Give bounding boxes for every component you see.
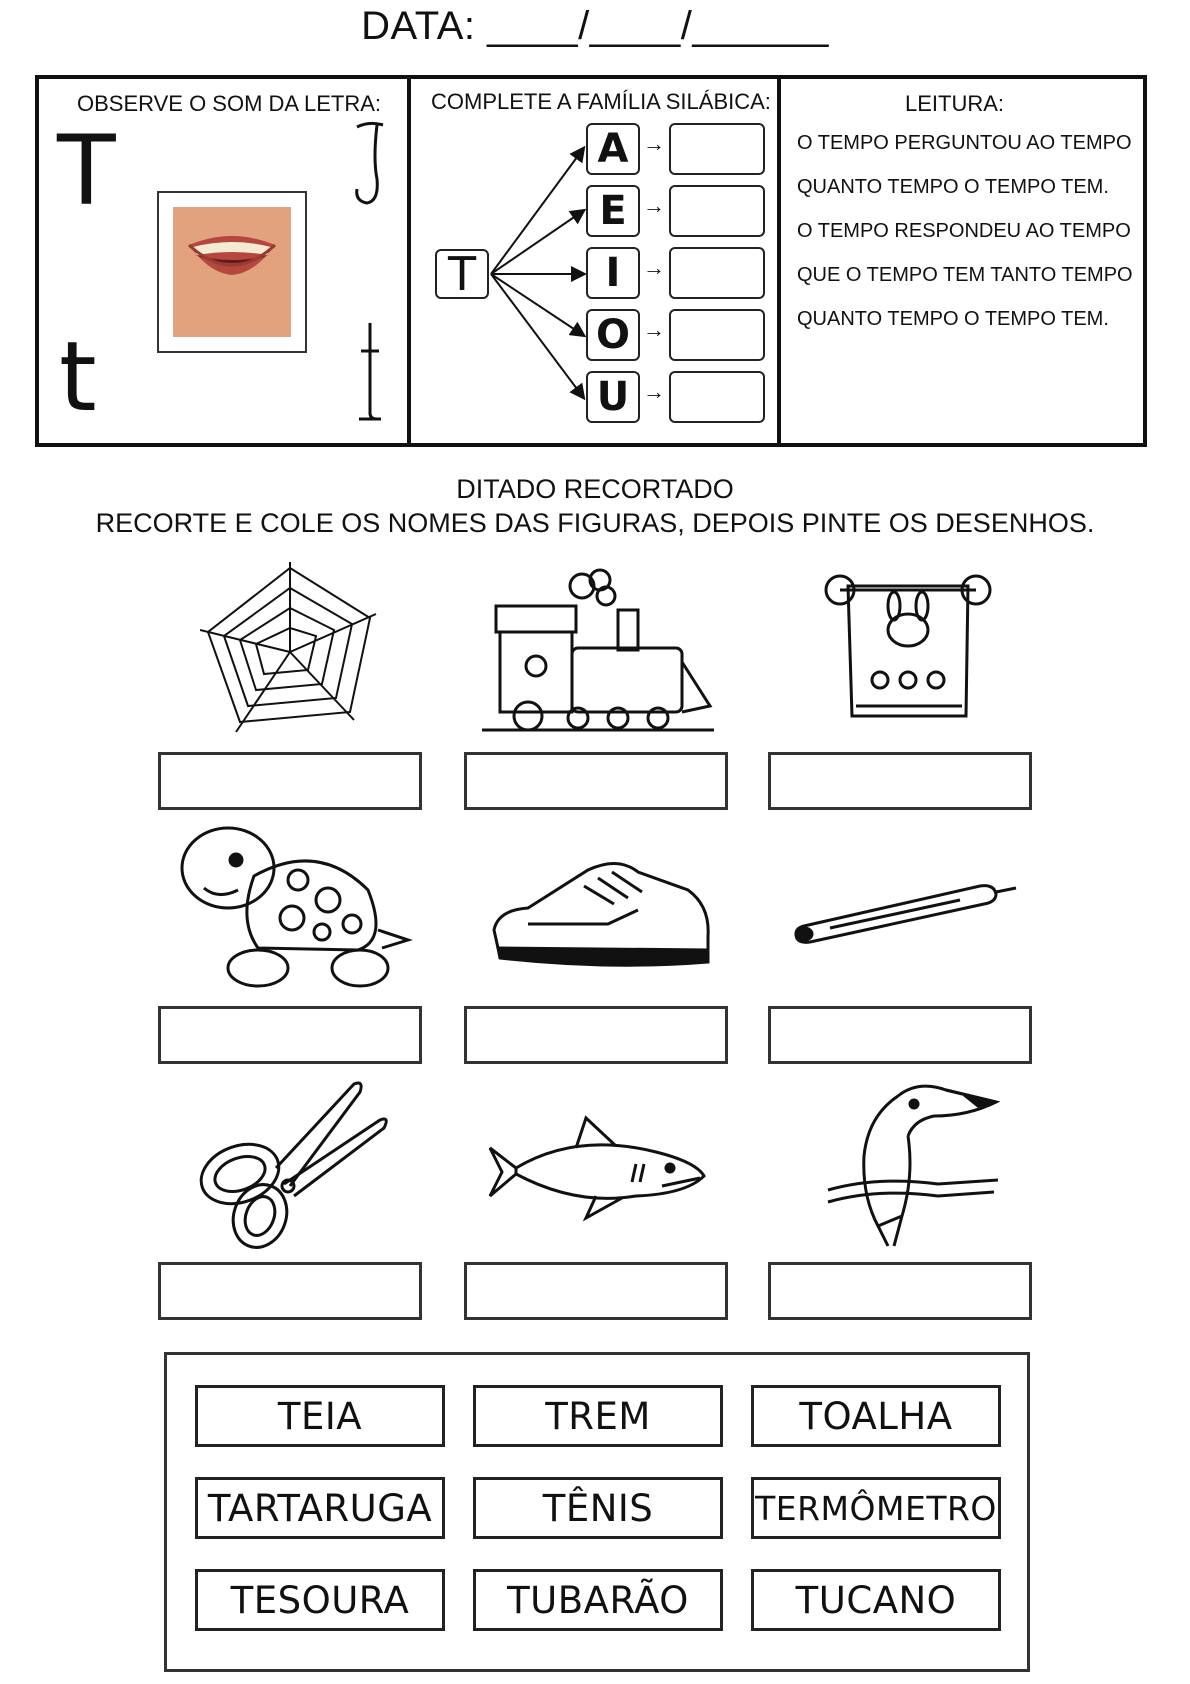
answer-box-4[interactable] bbox=[158, 1006, 422, 1064]
syllable-answer-box[interactable] bbox=[669, 123, 765, 175]
word-card[interactable]: TOALHA bbox=[751, 1385, 1001, 1447]
answer-box-5[interactable] bbox=[464, 1006, 728, 1064]
branch-arrows-icon bbox=[489, 119, 589, 419]
uppercase-cursive-letter-icon bbox=[351, 119, 391, 209]
reading-line: O TEMPO PERGUNTOU AO TEMPO bbox=[797, 132, 1132, 154]
answer-box-6[interactable] bbox=[768, 1006, 1032, 1064]
word-card[interactable]: TEIA bbox=[195, 1385, 445, 1447]
arrow-icon: → bbox=[643, 379, 665, 404]
vowel-box-e: E bbox=[586, 185, 640, 237]
panel-divider bbox=[777, 79, 781, 443]
word-bank bbox=[164, 1352, 1030, 1672]
spider-web-icon bbox=[200, 562, 380, 742]
word-card[interactable]: TESOURA bbox=[195, 1569, 445, 1631]
reading-heading: LEITURA: bbox=[905, 91, 1005, 116]
reading-line: O TEMPO RESPONDEU AO TEMPO bbox=[797, 220, 1131, 242]
arrow-icon: → bbox=[643, 131, 665, 156]
syllable-answer-box[interactable] bbox=[669, 309, 765, 361]
mouth-photo-frame bbox=[157, 191, 307, 353]
word-card[interactable]: TERMÔMETRO bbox=[751, 1477, 1001, 1539]
answer-box-3[interactable] bbox=[768, 752, 1032, 810]
syllable-answer-box[interactable] bbox=[669, 247, 765, 299]
lowercase-print-letter: t bbox=[59, 321, 97, 433]
lowercase-cursive-letter-icon bbox=[357, 319, 383, 424]
answer-box-2[interactable] bbox=[464, 752, 728, 810]
date-line: DATA: ____/____/______ bbox=[361, 4, 829, 48]
toucan-icon bbox=[818, 1076, 1008, 1256]
word-card[interactable]: TARTARUGA bbox=[195, 1477, 445, 1539]
vowel-box-a: A bbox=[586, 123, 640, 175]
arrow-icon: → bbox=[643, 255, 665, 280]
towel-icon bbox=[818, 568, 998, 738]
vowel-box-u: U bbox=[586, 371, 640, 423]
reading-line: QUE O TEMPO TEM TANTO TEMPO bbox=[797, 264, 1133, 286]
vowel-box-o: O bbox=[586, 309, 640, 361]
word-card[interactable]: TÊNIS bbox=[473, 1477, 723, 1539]
panel-divider bbox=[407, 79, 411, 443]
answer-box-8[interactable] bbox=[464, 1262, 728, 1320]
arrow-icon: → bbox=[643, 317, 665, 342]
syllable-answer-box[interactable] bbox=[669, 185, 765, 237]
reading-line: QUANTO TEMPO O TEMPO TEM. bbox=[797, 308, 1109, 330]
sound-heading: OBSERVE O SOM DA LETRA: bbox=[77, 91, 382, 116]
dictation-title: DITADO RECORTADO bbox=[456, 474, 734, 504]
answer-box-7[interactable] bbox=[158, 1262, 422, 1320]
word-card[interactable]: TUBARÃO bbox=[473, 1569, 723, 1631]
syllable-answer-box[interactable] bbox=[669, 371, 765, 423]
word-card[interactable]: TREM bbox=[473, 1385, 723, 1447]
letter-panels bbox=[35, 75, 1147, 447]
train-icon bbox=[478, 566, 718, 736]
word-card[interactable]: TUCANO bbox=[751, 1569, 1001, 1631]
thermometer-icon bbox=[790, 870, 1020, 950]
shark-icon bbox=[486, 1112, 716, 1222]
vowel-box-i: I bbox=[586, 247, 640, 299]
scissors-icon bbox=[194, 1076, 394, 1250]
smiling-mouth-icon bbox=[159, 193, 305, 351]
uppercase-print-letter: T bbox=[57, 115, 116, 227]
answer-box-9[interactable] bbox=[768, 1262, 1032, 1320]
answer-box-1[interactable] bbox=[158, 752, 422, 810]
sneaker-icon bbox=[488, 850, 718, 970]
family-heading: COMPLETE A FAMÍLIA SILÁBICA: bbox=[431, 89, 771, 114]
dictation-instruction: RECORTE E COLE OS NOMES DAS FIGURAS, DEPOIS PINTE OS DESENHOS. bbox=[95, 508, 1095, 538]
arrow-icon: → bbox=[643, 193, 665, 218]
consonant-box: T bbox=[435, 249, 489, 299]
turtle-icon bbox=[168, 820, 418, 990]
reading-line: QUANTO TEMPO O TEMPO TEM. bbox=[797, 176, 1109, 198]
